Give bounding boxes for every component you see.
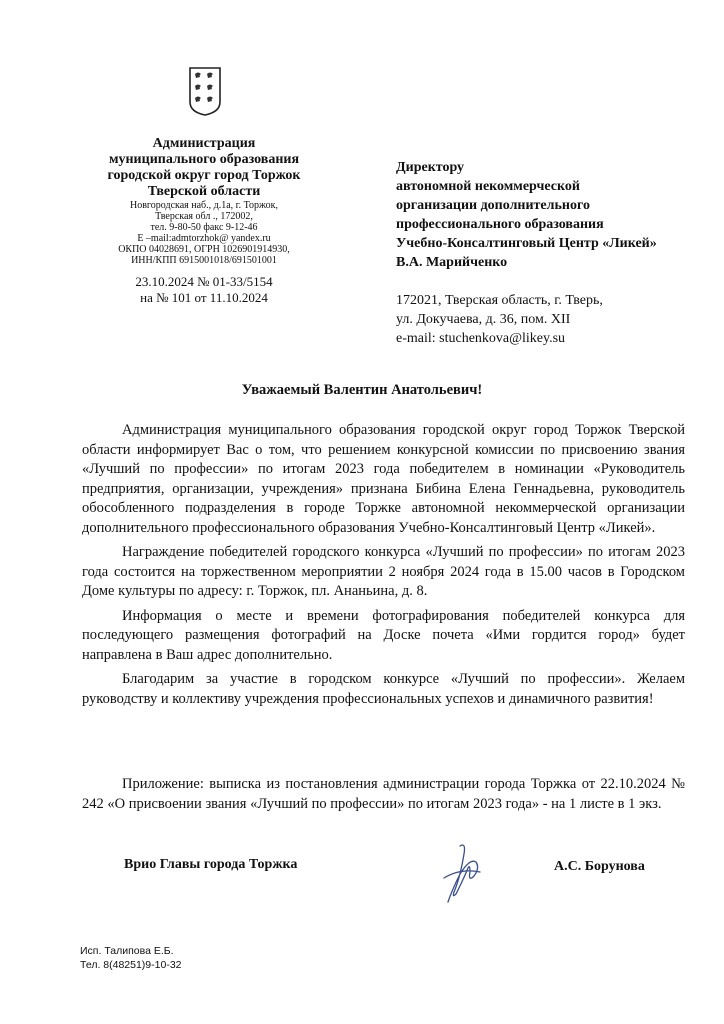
body-paragraph: Информация о месте и времени фотографирования победителей конкурса для последующего размещения фотографий на Доске почета «Ими гордится город» будет направлена в Ваш адрес дополнительно. xyxy=(82,607,685,663)
sender-contact-line: Новгородская наб., д.1а, г. Торжок, xyxy=(129,200,279,211)
handwritten-signature xyxy=(430,838,500,908)
recipient-line: организации дополнительного xyxy=(396,198,590,213)
body-paragraph: Благодарим за участие в городском конкурсе «Лучший по профессии». Желаем руководству и коллективу учреждения профессиональных успехов и динамичного развития! xyxy=(82,671,685,707)
recipient-block xyxy=(396,158,716,272)
recipient-line: Учебно-Консалтинговый Центр «Ликей» xyxy=(396,236,657,251)
body-paragraph: Администрация муниципального образования городской округ город Торжок Тверской области информирует Вас о том, что решением конкурсной комиссии по присвоению звания «Лучший по профессии» по итогам 2023 года победителем в номинации «Руководитель предприятия, организации, учреждения» признана Бибина Елена Геннадьевна, руководитель обособленного подразделения в городе Торжке автономной некоммерческой организации дополнительного профессионального образования Учебно-Консалтинговый Центр «Ликей». xyxy=(82,422,685,536)
sender-block xyxy=(62,136,346,306)
sender-org-line: муниципального образования xyxy=(108,152,300,167)
recipient-line: профессионального образования xyxy=(396,217,604,232)
address-line: 172021, Тверская область, г. Тверь, xyxy=(396,293,603,308)
sender-contact-line: тел. 9-80-50 факс 9-12-46 xyxy=(150,222,258,233)
body-paragraph: Награждение победителей городского конкурса «Лучший по профессии» по итогам 2023 года состоится на торжественном мероприятии 2 ноября 2024 года в 15.00 часов в Городском Доме культуры по адресу: г. Торжок, пл. Ананьина, д. 8. xyxy=(82,544,685,599)
coat-of-arms-icon xyxy=(188,66,222,116)
sender-contact-line: ИНН/КПП 6915001018/691501001 xyxy=(131,255,277,266)
address-line: ул. Докучаева, д. 36, пом. XII xyxy=(396,312,571,327)
executor-phone: Тел. 8(48251)9-10-32 xyxy=(80,959,182,971)
recipient-line: автономной некоммерческой xyxy=(396,179,580,194)
recipient-line: Директору xyxy=(396,160,465,175)
reply-reference: на № 101 от 11.10.2024 xyxy=(140,290,268,305)
letter-body xyxy=(82,421,685,714)
sender-contact-line: Тверская обл ., 172002, xyxy=(155,211,253,222)
signatory-name: А.С. Борунова xyxy=(554,859,645,874)
sender-contact-line: ОКПО 04028691, ОГРН 1026901914930, xyxy=(118,244,290,255)
salutation: Уважаемый Валентин Анатольевич! xyxy=(241,382,483,398)
attachment-note: Приложение: выписка из постановления администрации города Торжка от 22.10.2024 № 242 «О присвоении звания «Лучший по профессии» по итогам 2023 года» - на 1 листе в 1 экз. xyxy=(82,776,685,812)
registration-number: 23.10.2024 № 01-33/5154 xyxy=(135,274,273,289)
recipient-address xyxy=(396,291,716,348)
recipient-line: В.А. Марийченко xyxy=(396,255,508,270)
sender-contact-line: E –mail:admtorzhok@ yandex.ru xyxy=(137,233,271,244)
sender-org-line: Тверской области xyxy=(147,184,261,199)
signatory-title: Врио Главы города Торжка xyxy=(124,857,298,872)
sender-org-line: городской округ город Торжок xyxy=(107,168,301,183)
address-email: e-mail: stuchenkova@likey.su xyxy=(396,331,566,346)
executor-info xyxy=(80,944,182,972)
sender-org-line: Администрация xyxy=(152,136,256,151)
executor-name: Исп. Талипова Е.Б. xyxy=(80,945,174,957)
